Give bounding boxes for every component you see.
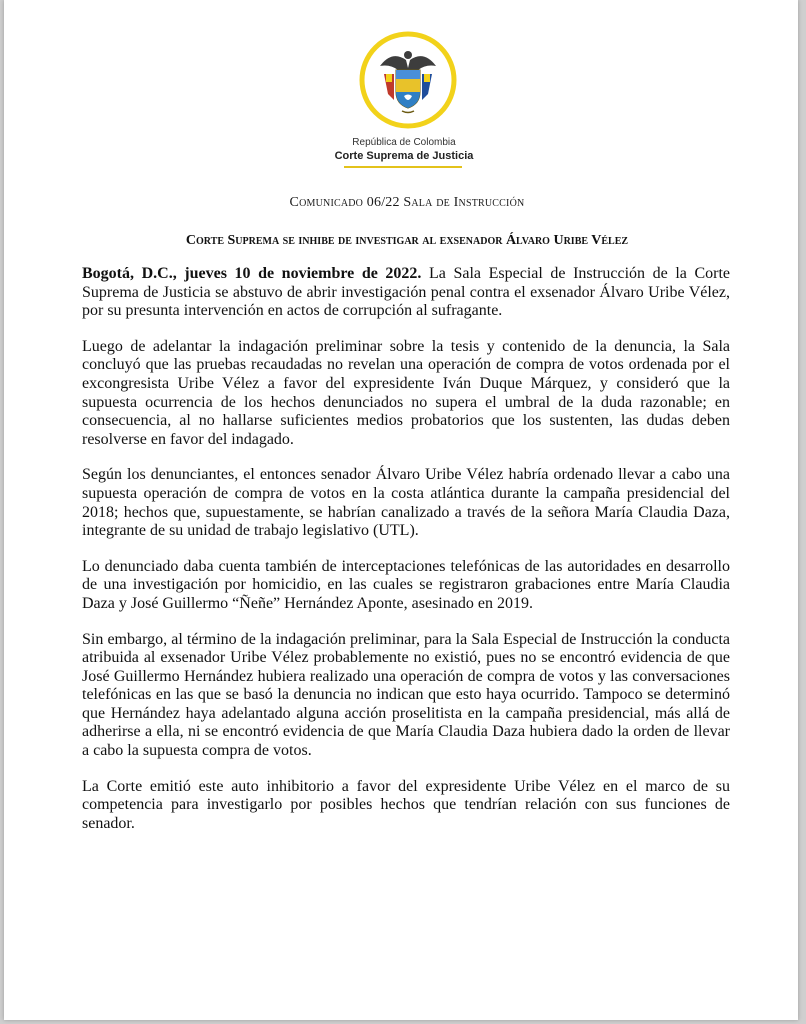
- bulletin-number: Comunicado 06/22 Sala de Instrucción: [289, 195, 525, 210]
- document-page: [4, 0, 798, 1020]
- headline: Corte Suprema se inhibe de investigar al exsenador Álvaro Uribe Vélez: [185, 233, 629, 248]
- paragraph-text: La Sala Especial de Instrucción de la Corte Suprema de Justicia se abstuvo de abrir investigación penal contra el exsenador Álvaro Uribe Vélez, por su presunta intervención en actos de corrupción al sufragante.: [82, 265, 731, 320]
- republic-label: República de Colombia: [352, 137, 456, 148]
- paragraph-4: Lo denunciado daba cuenta también de interceptaciones telefónicas de las autoridades en desarrollo de una investigación por homicidio, en las cuales se registraron grabaciones entre María Claudia Daza y José Guillermo “Ñeñe” Hernández Aponte, asesinado en 2019.: [82, 557, 730, 612]
- paragraph-2: Luego de adelantar la indagación preliminar sobre la tesis y contenido de la denuncia, la Sala concluyó que las pruebas recaudadas no revelan una operación de compra de votos ordenada por el excongresista Uribe Vélez a favor del expresidente Iván Duque Márquez, y consideró que la supuesta ocurrencia de los hechos denunciados no supera el umbral de la duda razonable; en consecuencia, al no hallarse suficientes medios probatorios que los sustenten, las dudas deben resolverse en favor del indagado.: [82, 337, 730, 448]
- court-underline: [344, 166, 462, 168]
- paragraph-6: La Corte emitió este auto inhibitorio a favor del expresidente Uribe Vélez en el marco de su competencia para investigarlo por posibles hechos que tendrían relación con sus funciones de senador.: [82, 777, 730, 832]
- paragraph-3: Según los denunciantes, el entonces senador Álvaro Uribe Vélez habría ordenado llevar a cabo una supuesta operación de compra de votos en la costa atlántica durante la campaña presidencial del 2018; hechos que, supuestamente, se habrían canalizado a través de la señora María Claudia Daza, integrante de su unidad de trabajo legislativo (UTL).: [82, 466, 730, 540]
- paragraph-5: Sin embargo, al término de la indagación preliminar, para la Sala Especial de Instrucción la conducta atribuida al exsenador Uribe Vélez probablemente no existió, pues no se encontró evidencia de que José Guillermo Hernández hubiera realizado una operación de compra de votos y las conversaciones telefónicas en las que se basó la denuncia no indican que esto haya ocurrido. Tampoco se determinó que Hernández haya adelantado alguna acción proselitista en la campaña presidencial, más allá de adherirse a ella, ni se encontró evidencia de que María Claudia Daza hubiera dado la orden de llevar a cabo la supuesta compra de votos.: [82, 630, 730, 760]
- article-body: [82, 265, 730, 850]
- paragraph-1: [82, 265, 730, 321]
- dateline: Bogotá, D.C., jueves 10 de noviembre de 2022.: [82, 265, 422, 282]
- court-label: Corte Suprema de Justicia: [334, 150, 474, 162]
- coat-of-arms-icon: [358, 30, 458, 130]
